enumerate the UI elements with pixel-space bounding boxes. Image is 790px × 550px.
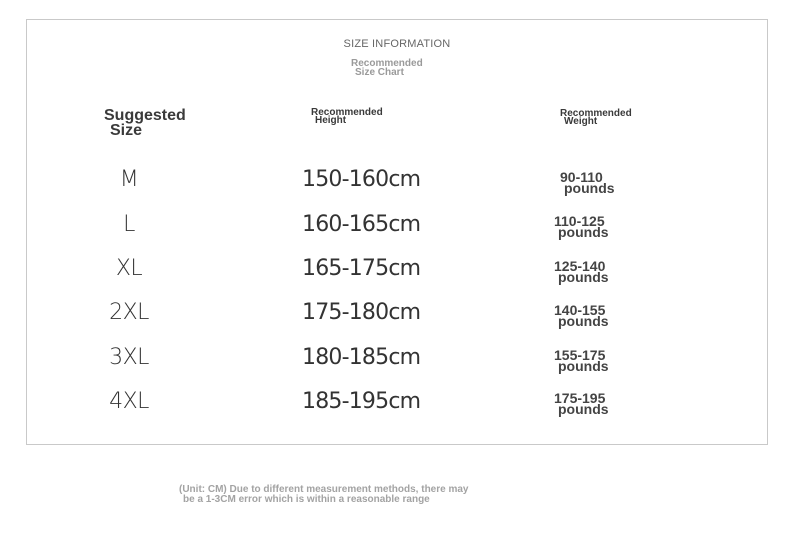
column-header-height-line2: Height [315,115,347,126]
weight-unit: pounds [558,401,609,417]
measurement-note [179,485,468,505]
weight-range: 155-175 [554,347,606,363]
column-header-weight-line2: Weight [564,116,598,127]
page-title: SIZE INFORMATION [343,38,451,50]
weight-unit: pounds [558,269,609,285]
weight-range: 125-140 [554,258,606,274]
page-subtitle-line2: Size Chart [355,67,404,78]
page-subtitle [351,59,423,77]
height-cell: 175-180cm [302,300,421,325]
column-header-size-line2: Size [110,122,143,139]
weight-cell [554,213,609,240]
size-cell: 3XL [109,345,149,370]
height-cell: 160-165cm [302,212,421,237]
weight-cell [560,169,615,196]
weight-range: 175-195 [554,390,606,406]
weight-cell [554,302,609,329]
height-cell: 165-175cm [302,256,421,281]
weight-range: 140-155 [554,302,606,318]
weight-range: 90-110 [560,169,603,185]
column-header-height-line1: Recommended [311,107,383,118]
height-cell: 150-160cm [302,167,421,192]
size-cell: XL [115,256,143,281]
column-header-size-line1: Suggested [104,107,186,124]
column-header-weight-line1: Recommended [560,108,632,119]
size-cell: 2XL [109,300,149,325]
weight-cell [554,258,609,285]
weight-range: 110-125 [554,213,605,229]
weight-unit: pounds [558,358,609,374]
size-cell: L [123,212,135,237]
size-cell: M [119,167,139,192]
height-cell: 180-185cm [302,345,421,370]
column-header-height [311,109,383,125]
weight-unit: pounds [558,224,609,240]
height-cell: 185-195cm [302,389,421,414]
weight-unit: pounds [558,313,609,329]
page-subtitle-line1: Recommended [351,58,423,69]
weight-cell [554,347,609,374]
size-cell: 4XL [109,389,149,414]
measurement-note-line2: be a 1-3CM error which is within a reasonable range [183,494,430,505]
column-header-weight [560,110,632,126]
measurement-note-line1: (Unit: CM) Due to different measurement methods, there may [179,484,469,495]
weight-cell [554,390,609,417]
weight-unit: pounds [564,180,615,196]
column-header-size [104,108,186,138]
